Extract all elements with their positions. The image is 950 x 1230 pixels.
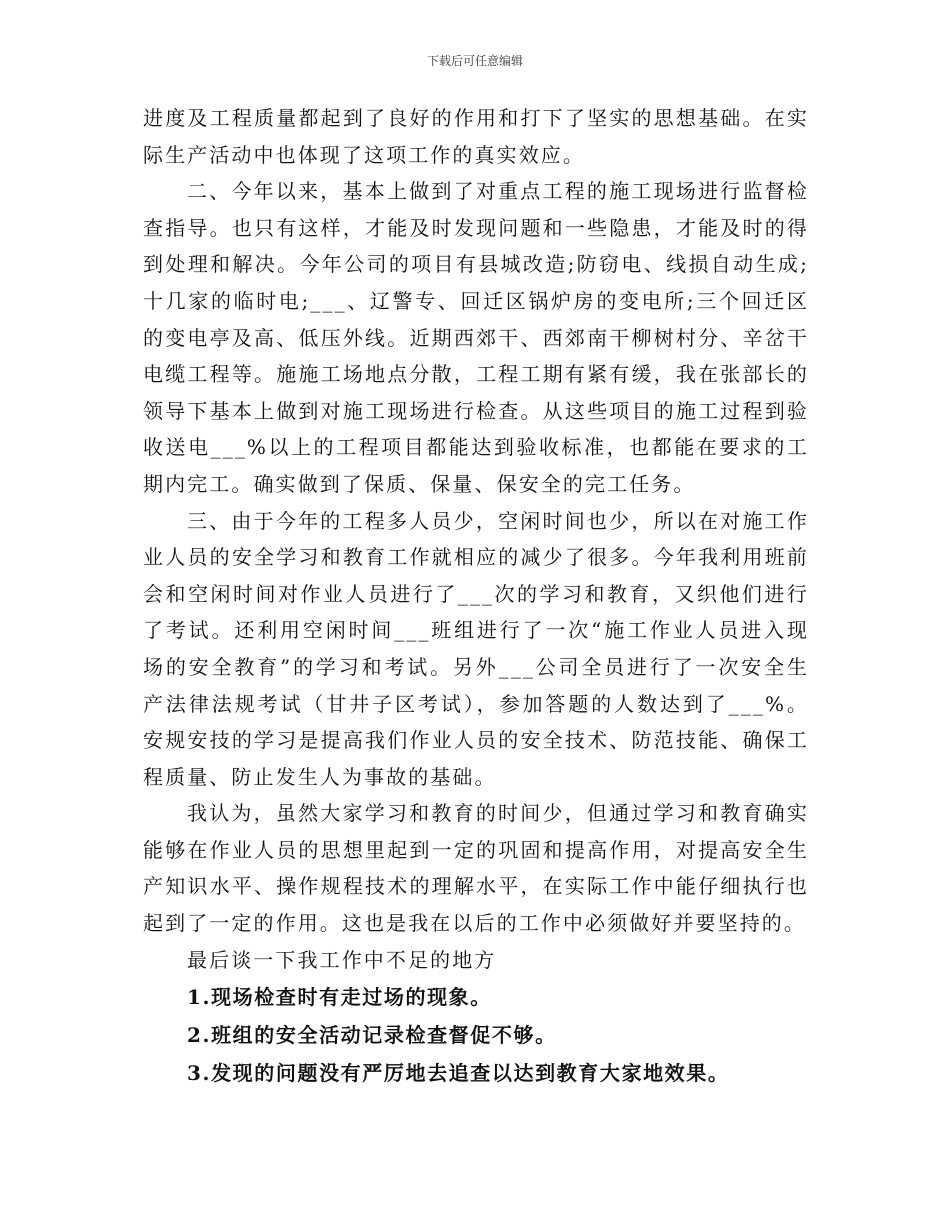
paragraph-site-supervision: 二、今年以来，基本上做到了对重点工程的施工现场进行监督检查指导。也只有这样，才能及时发现问题和一些隐患，才能及时的得到处理和解决。今年公司的项目有县城改造;防窃电、线损自动生成;十几家的临时电;___、辽警专、回迁区锅炉房的变电所;三个回迁区的变电亭及高、低压外线。近期西郊干、西郊南干柳树村分、辛岔干电缆工程等。施施工场地点分散，工程工期有紧有缓，我在张部长的领导下基本上做到对施工现场进行检查。从这些项目的施工过程到验收送电___%以上的工程项目都能达到验收标准，也都能在要求的工期内完工。确实做到了保质、保量、保安全的完工任务。: [143, 179, 809, 496]
shortcoming-item-3: 3.发现的问题没有严厉地去追查以达到教育大家地效果。: [187, 1061, 730, 1086]
paragraph-continuation: 进度及工程质量都起到了良好的作用和打下了坚实的思想基础。在实际生产活动中也体现了这项工作的真实效应。: [143, 106, 809, 167]
shortcoming-item-2: 2.班组的安全活动记录检查督促不够。: [187, 1023, 557, 1048]
paragraph-opinion: 我认为，虽然大家学习和教育的时间少，但通过学习和教育确实能够在作业人员的思想里起到一定的巩固和提高作用，对提高安全生产知识水平、操作规程技术的理解水平，在实际工作中能仔细执行也起到了一定的作用。这也是我在以后的工作中必须做好并要坚持的。: [143, 801, 809, 936]
shortcoming-item-1: 1.现场检查时有走过场的现象。: [187, 985, 492, 1010]
paragraph-shortcomings-intro: 最后谈一下我工作中不足的地方: [187, 947, 497, 972]
paragraph-safety-education: 三、由于今年的工程多人员少，空闲时间也少，所以在对施工作业人员的安全学习和教育工作就相应的减少了很多。今年我利用班前会和空闲时间对作业人员进行了___次的学习和教育，又织他们进行了考试。还利用空闲时间___班组进行了一次“施工作业人员进入现场的安全教育”的学习和考试。另外___公司全员进行了一次安全生产法律法规考试（甘井子区考试），参加答题的人数达到了___%。安规安技的学习是提高我们作业人员的安全技术、防范技能、确保工程质量、防止发生人为事故的基础。: [143, 508, 809, 789]
document-body: [143, 100, 809, 1092]
page-header: 下载后可任意编辑: [426, 54, 523, 68]
